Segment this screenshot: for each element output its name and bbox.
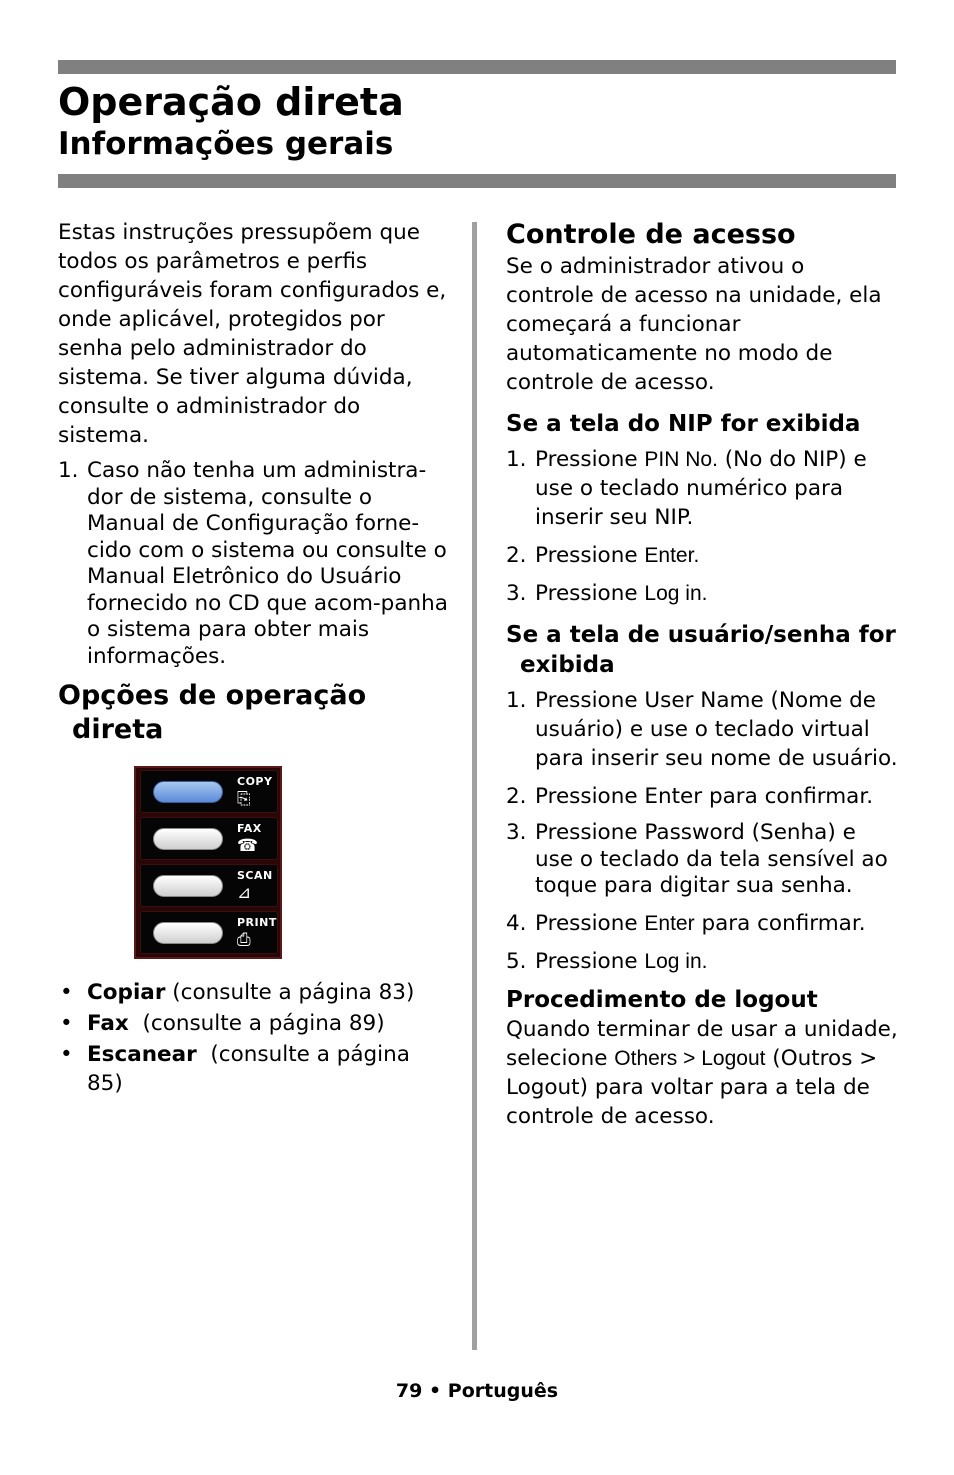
option-ref: (consulte a página 83)	[165, 980, 415, 1005]
options-bullet-list	[58, 978, 450, 1100]
step-number: 1.	[506, 447, 527, 472]
step-text: Pressione User Name (Nome de usuário) e use o teclado virtual para inserir seu nome de usuário.	[535, 688, 898, 771]
list-number: 1.	[58, 458, 79, 483]
left-column	[58, 218, 450, 767]
option-ref: (consulte a página 89)	[128, 1011, 385, 1036]
logout-text	[506, 1015, 898, 1131]
page-number: 79	[395, 1380, 423, 1402]
fax-icon: ☎	[237, 836, 259, 856]
step-text: Pressione	[535, 948, 645, 974]
copy-button-light	[153, 781, 223, 803]
step-text: Pressione	[535, 543, 645, 568]
scan-label: SCAN	[237, 869, 273, 882]
column-divider	[472, 222, 477, 1350]
key-name: Log in	[644, 582, 702, 605]
key-name: Log in	[644, 949, 702, 973]
admin-note-list	[58, 458, 450, 670]
list-item	[506, 541, 898, 570]
footer-separator: •	[429, 1380, 442, 1402]
bullet-icon: •	[60, 1042, 73, 1067]
print-label: PRINT	[237, 916, 277, 929]
option-name: Fax	[87, 1011, 129, 1036]
fax-label: FAX	[237, 822, 262, 835]
copy-panel-button	[140, 770, 278, 813]
page-title: Operação direta	[58, 80, 404, 124]
list-item	[506, 686, 898, 773]
logout-text-start: Quando terminar de usar a unidade, selecione	[506, 1016, 898, 1071]
step-number: 2.	[506, 543, 527, 568]
list-item	[506, 820, 898, 900]
step-text-end: .	[701, 949, 708, 973]
print-icon: ⎙	[237, 930, 251, 950]
logout-text-end: (Outros > Logout) para voltar para a tela de controle de acesso.	[506, 1045, 878, 1129]
footer-language: Português	[447, 1380, 559, 1402]
key-name: Enter	[644, 911, 695, 935]
fax-button-light	[153, 828, 223, 850]
top-rule	[58, 60, 896, 74]
list-item	[58, 1040, 450, 1098]
step-number: 1.	[506, 688, 527, 713]
list-item	[58, 1009, 450, 1038]
step-text-end: .	[701, 582, 708, 605]
user-password-heading: Se a tela de usuário/senha for exibida	[506, 622, 896, 678]
copy-icon: ⎘	[237, 789, 251, 809]
list-item	[506, 909, 898, 938]
print-panel-button	[140, 911, 278, 954]
step-number: 5.	[506, 948, 527, 974]
list-item	[506, 947, 898, 976]
key-name: Enter	[644, 544, 694, 567]
copy-label: COPY	[237, 775, 273, 788]
access-control-heading: Controle de acesso	[506, 219, 796, 250]
step-text: Pressione Password (Senha) e use o teclado da tela sensível ao toque para digitar sua senha.	[535, 820, 888, 898]
bottom-rule	[58, 174, 896, 188]
list-item	[58, 978, 450, 1007]
options-heading: Opções de operação direta	[58, 680, 367, 745]
scan-button-light	[153, 875, 223, 897]
key-name: PIN No.	[644, 448, 718, 471]
step-text-end: para confirmar.	[694, 910, 866, 936]
scan-panel-button	[140, 864, 278, 907]
step-number: 3.	[506, 820, 527, 845]
fax-panel-button	[140, 817, 278, 860]
step-text: Pressione Enter para confirmar.	[535, 784, 874, 809]
list-item	[506, 579, 898, 608]
option-ref: (consulte a página 85)	[87, 1042, 417, 1096]
access-control-text: Se o administrador ativou o controle de acesso na unidade, ela começará a funcionar automaticamente no modo de controle de acesso.	[506, 254, 882, 395]
page-footer	[0, 1380, 954, 1402]
step-text: Pressione	[535, 581, 645, 606]
list-item	[506, 445, 898, 532]
step-text: Pressione	[535, 447, 645, 472]
step-number: 2.	[506, 784, 527, 809]
bullet-icon: •	[60, 980, 73, 1005]
admin-note-text: Caso não tenha um administra-dor de sistema, consulte o Manual de Configuração forne-cido com o sistema ou consulte o Manual Eletrônico do Usuário fornecido no CD que acom-panha o sistema para obter mais informações.	[87, 458, 448, 669]
step-text: Pressione	[535, 910, 645, 936]
print-button-light	[153, 922, 223, 944]
option-name: Copiar	[87, 980, 166, 1005]
option-name: Escanear	[87, 1042, 197, 1067]
nip-heading: Se a tela do NIP for exibida	[506, 411, 861, 437]
step-number: 4.	[506, 910, 527, 936]
page-subtitle: Informações gerais	[58, 126, 394, 162]
list-item	[58, 458, 450, 670]
intro-paragraph: Estas instruções pressupõem que todos os parâmetros e perfis configuráveis foram configurados e, onde aplicável, protegidos por senha pelo administrador do sistema. Se tiver alguma dúvida, consulte o administrador do sistema.	[58, 220, 447, 448]
nip-steps	[506, 445, 898, 608]
list-item	[506, 782, 898, 811]
step-text-end: (No do NIP) e use o teclado numérico para inserir seu NIP.	[535, 447, 867, 530]
menu-path: Others > Logout	[614, 1046, 766, 1070]
step-number: 3.	[506, 581, 527, 606]
logout-heading: Procedimento de logout	[506, 986, 818, 1013]
user-steps	[506, 686, 898, 976]
control-panel-image	[134, 766, 282, 959]
right-column	[506, 218, 898, 1131]
scan-icon: ⊿	[237, 883, 252, 903]
bullet-icon: •	[60, 1011, 73, 1036]
step-text-end: .	[693, 544, 700, 567]
